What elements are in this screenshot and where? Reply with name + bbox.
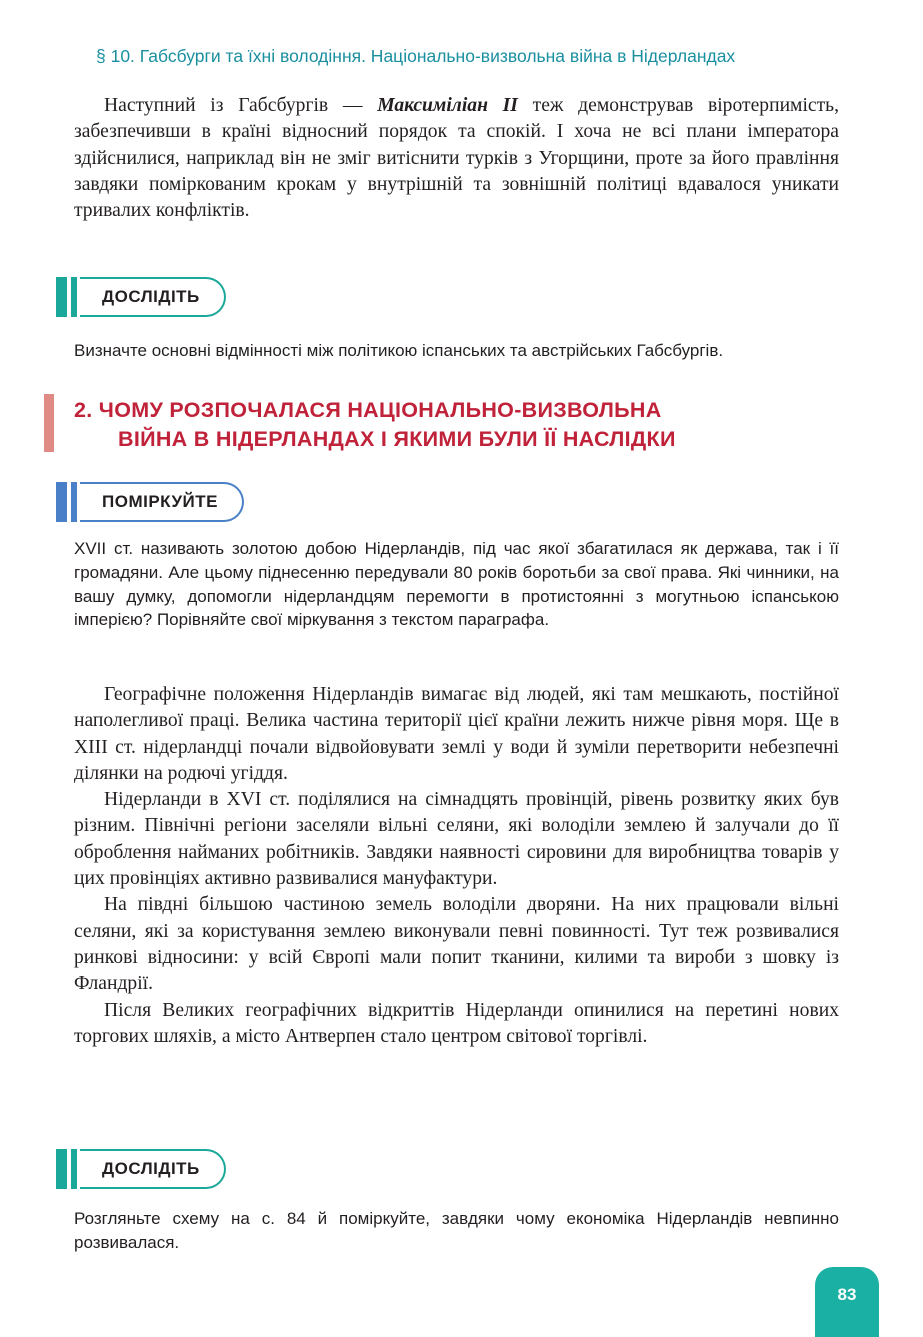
think-label: ПОМІРКУЙТЕ bbox=[80, 482, 244, 522]
page-number: 83 bbox=[837, 1285, 857, 1304]
section-heading-line1: 2. ЧОМУ РОЗПОЧАЛАСЯ НАЦІОНАЛЬНО-ВИЗВОЛЬНА bbox=[74, 398, 662, 422]
intro-after: теж демонстрував віротерпимість, забезпечивши в країні відносний порядок та спокій. І хоча не всі плани імператора здійснилися, наприклад він не зміг витіснити турків з Угорщини, проте за його правління завдяки поміркованим крокам у внутрішній та зовнішній політиці вдавалося уникати тривалих конфліктів. bbox=[74, 95, 839, 222]
box-accent-bar-thin bbox=[71, 482, 77, 522]
section-heading-bar bbox=[44, 394, 54, 452]
intro-paragraph bbox=[74, 93, 839, 224]
intro-emperor-name: Максиміліан II bbox=[377, 95, 518, 116]
page-number-tab bbox=[815, 1267, 879, 1337]
body-paragraph-3: На півдні більшою частиною земель володіли дворяни. На них працювали вільні селяни, які за користування землею виконували певні повинності. Тут теж розвивалися ринкові відносини: у всій Європі мали попит тканини, килими та вироби з шовку із Фландрії. bbox=[74, 894, 839, 995]
research-task-2: Розгляньте схему на с. 84 й поміркуйте, завдяки чому економіка Нідерландів невпинно розвивалася. bbox=[74, 1209, 839, 1252]
research-label-2: ДОСЛІДІТЬ bbox=[80, 1149, 226, 1189]
think-task: XVII ст. називають золотою добою Нідерландів, під час якої збагатилася як держава, так і її громадяни. Але цьому піднесенню передували 80 років боротьби за свої права. Які чинники, на вашу думку, допомогли нідерландцям перемогти в протистоянні з могутньою іспанською імперією? Порівняйте свої міркування з текстом параграфа. bbox=[74, 539, 839, 630]
section-heading bbox=[74, 396, 854, 454]
section-heading-line2: ВІЙНА В НІДЕРЛАНДАХ І ЯКИМИ БУЛИ ЇЇ НАСЛІДКИ bbox=[118, 427, 676, 451]
body-paragraph-4: Після Великих географічних відкриттів Нідерланди опинилися на перетині нових торгових шляхів, а місто Антверпен стало центром світової торгівлі. bbox=[74, 999, 839, 1047]
running-head: § 10. Габсбурги та їхні володіння. Національно-визвольна війна в Нідерландах bbox=[96, 46, 736, 66]
body-paragraph-2: Нідерланди в XVI ст. поділялися на сімнадцять провінцій, рівень розвитку яких був різним. Північні регіони заселяли вільні селяни, які володіли землею й залучали до її оброблення найманих робітників. Завдяки наявності сировини для виробництва товарів у цих провінціях активно развивалися мануфактури. bbox=[74, 789, 839, 890]
box-accent-bar bbox=[56, 1149, 67, 1189]
box-accent-bar-thin bbox=[71, 1149, 77, 1189]
box-accent-bar-thin bbox=[71, 277, 77, 317]
box-accent-bar bbox=[56, 277, 67, 317]
body-paragraph-1: Географічне положення Нідерландів вимагає від людей, які там мешкають, постійної наполегливої праці. Велика частина території цієї країни лежить нижче рівня моря. Ще в XIII ст. нідерландці почали відвойовувати землі у води й зуміли перетворити небезпечні ділянки на родючі угіддя. bbox=[74, 684, 839, 784]
box-accent-bar bbox=[56, 482, 67, 522]
research-label-1: ДОСЛІДІТЬ bbox=[80, 277, 226, 317]
intro-before: Наступний із Габсбургів — bbox=[104, 95, 378, 116]
body-text bbox=[74, 682, 839, 1050]
research-task-1: Визначте основні відмінності між політикою іспанських та австрійських Габсбургів. bbox=[74, 341, 724, 360]
